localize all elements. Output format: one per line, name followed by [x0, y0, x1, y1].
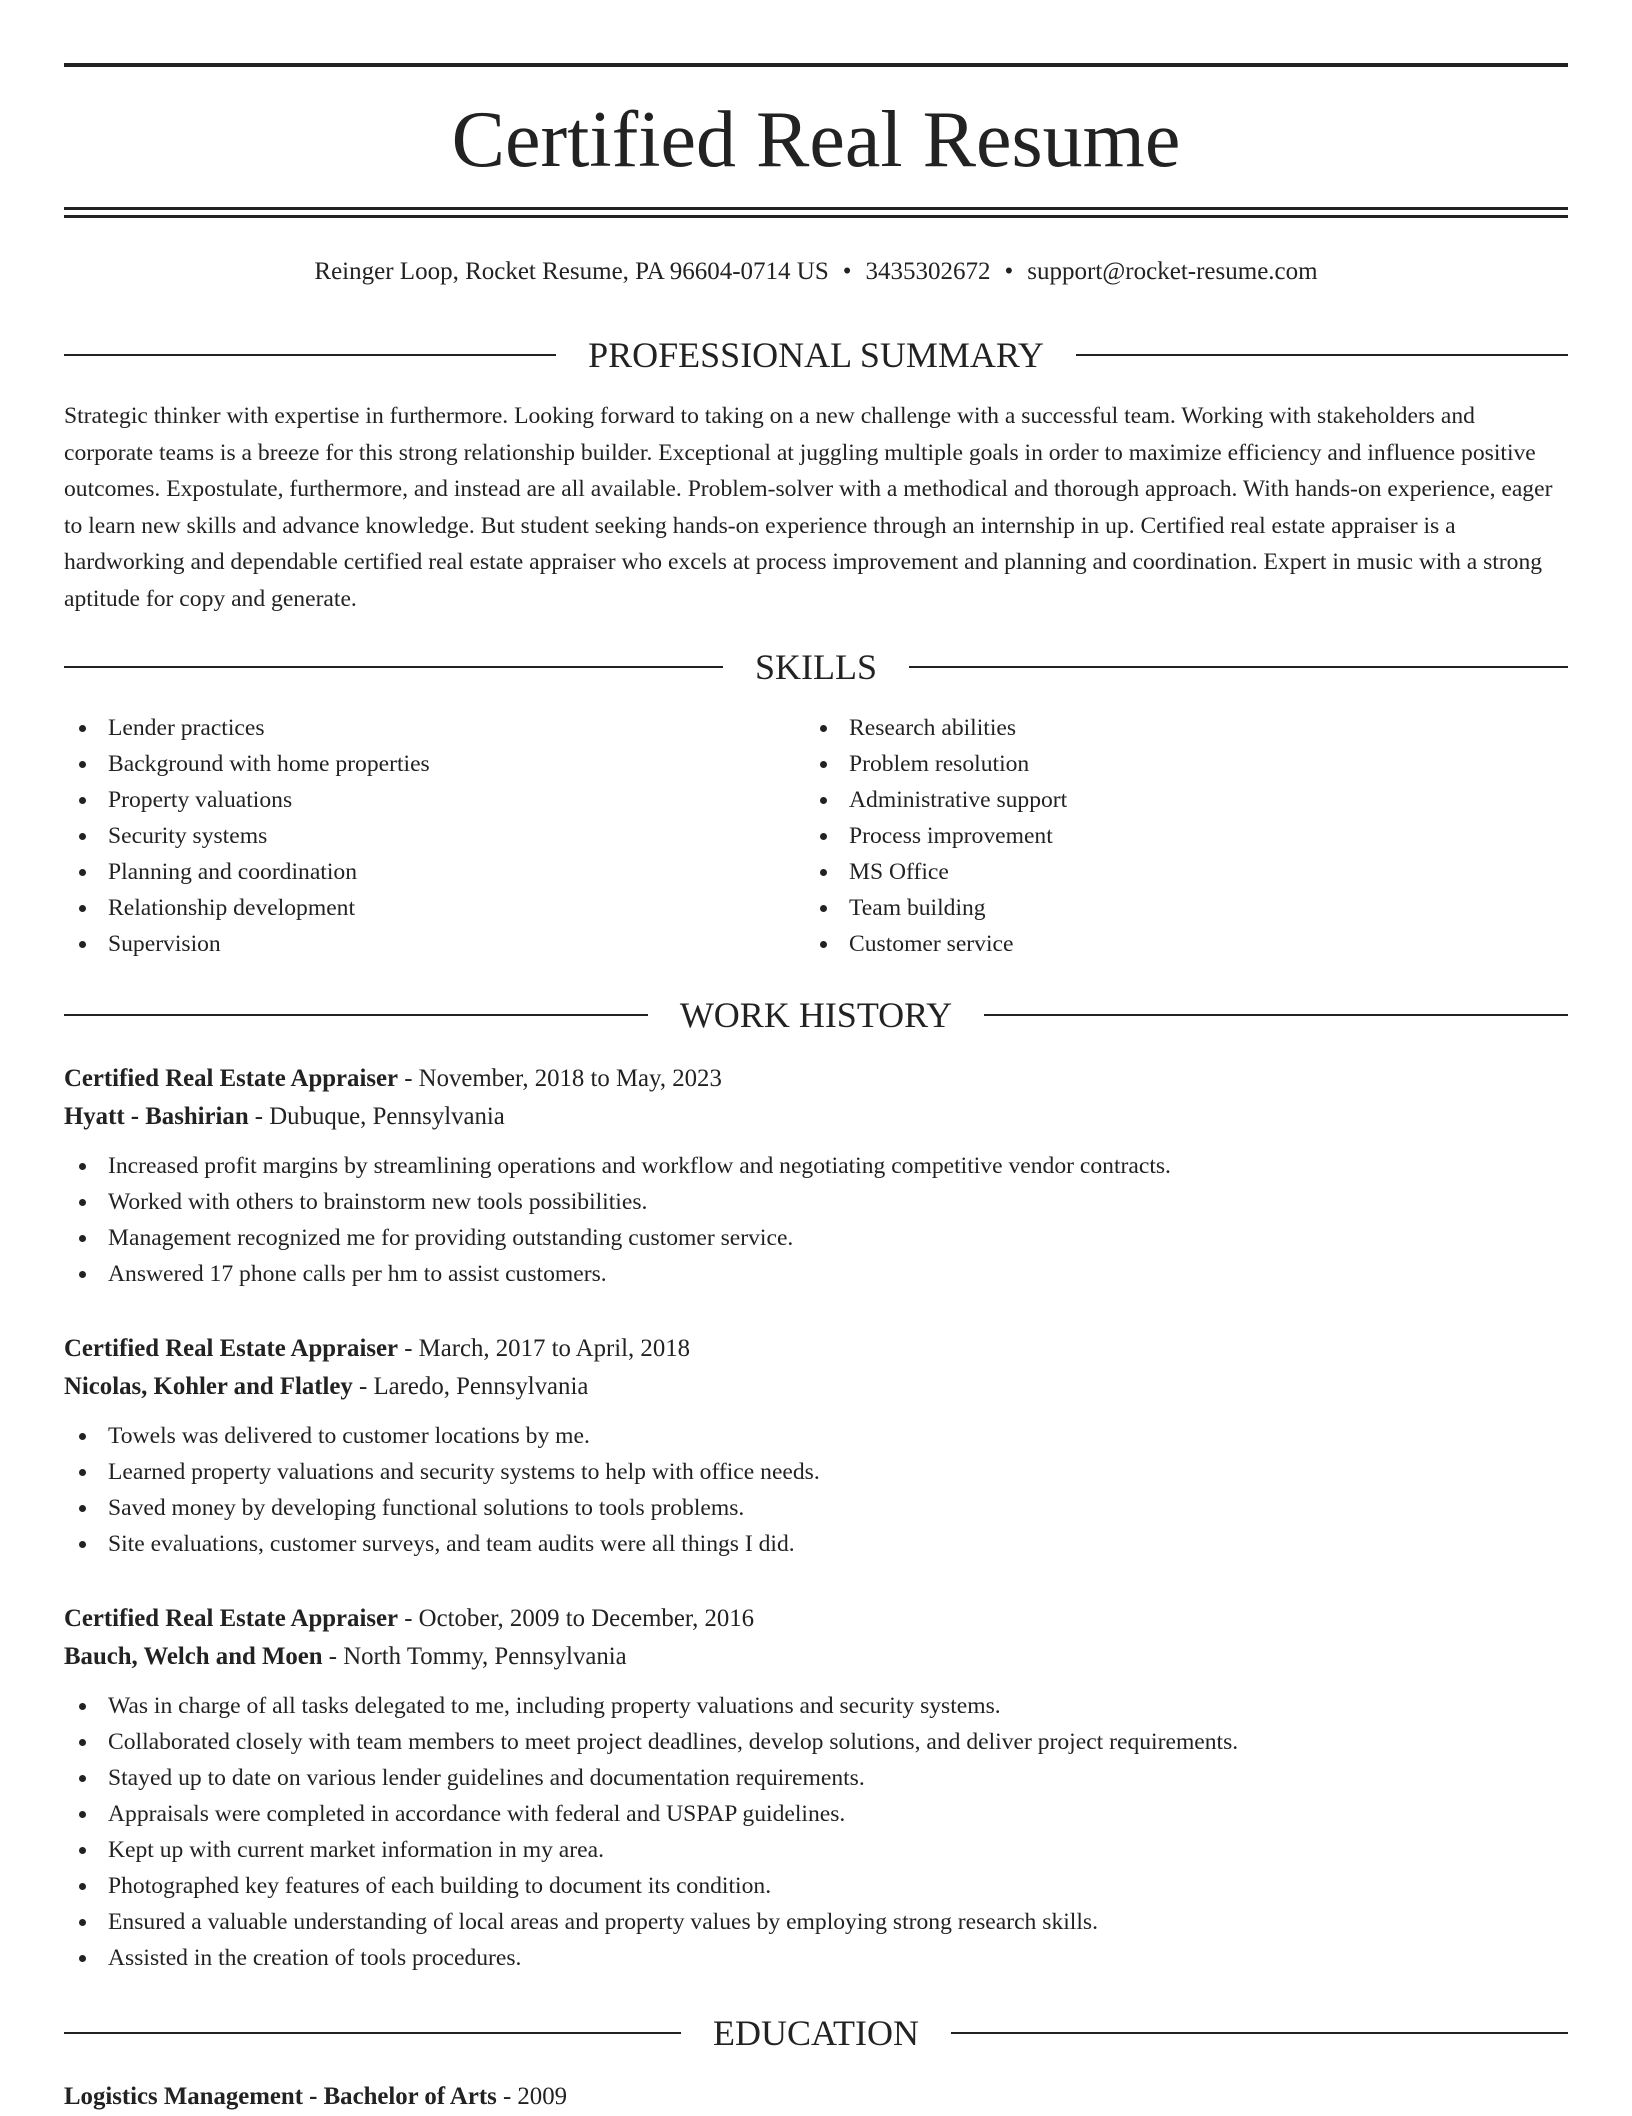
education-year: - 2009: [496, 2083, 567, 2110]
skill-item: Problem resolution: [805, 746, 1067, 782]
heading-rule-right: [909, 666, 1568, 668]
job-bullet: Learned property valuations and security systems to help with office needs.: [64, 1454, 1568, 1490]
skill-item: Property valuations: [64, 782, 430, 818]
education-degree: Logistics Management - Bachelor of Arts: [64, 2083, 497, 2110]
job-bullet: Towels was delivered to customer locations by me.: [64, 1418, 1568, 1454]
job-bullets: [64, 1688, 1568, 1976]
header-rule-upper: [64, 207, 1568, 210]
job-location: - Laredo, Pennsylvania: [352, 1373, 589, 1400]
work-heading-text: WORK HISTORY: [679, 995, 953, 1035]
heading-rule-right: [984, 1014, 1568, 1016]
contact-separator: •: [1004, 258, 1014, 285]
job-bullet: Collaborated closely with team members to meet project deadlines, develop solutions, and deliver project requirements.: [64, 1724, 1568, 1760]
skill-item: Process improvement: [805, 818, 1067, 854]
job-title: Certified Real Estate Appraiser: [64, 1335, 398, 1362]
job-location: - Dubuque, Pennsylvania: [248, 1103, 505, 1130]
header-rule-lower: [64, 215, 1568, 218]
job-dates: - November, 2018 to May, 2023: [398, 1065, 722, 1092]
skills-list-right: [805, 710, 1067, 962]
skill-item: Lender practices: [64, 710, 430, 746]
job-title: Certified Real Estate Appraiser: [64, 1065, 398, 1092]
job-entry: [64, 1330, 1568, 1562]
job-bullet: Kept up with current market information in my area.: [64, 1832, 1568, 1868]
skill-item: Supervision: [64, 926, 430, 962]
skill-item: Administrative support: [805, 782, 1067, 818]
job-bullet: Site evaluations, customer surveys, and team audits were all things I did.: [64, 1526, 1568, 1562]
heading-rule-right: [951, 2032, 1568, 2034]
summary-heading-text: PROFESSIONAL SUMMARY: [588, 335, 1044, 375]
heading-rule-left: [64, 354, 556, 356]
resume-name: Certified Real Resume: [451, 96, 1181, 184]
heading-rule-left: [64, 2032, 681, 2034]
skill-item: Background with home properties: [64, 746, 430, 782]
work-heading: [64, 993, 1568, 1037]
job-company: Nicolas, Kohler and Flatley: [64, 1373, 353, 1400]
job-bullet: Answered 17 phone calls per hm to assist customers.: [64, 1256, 1568, 1292]
heading-rule-left: [64, 1014, 648, 1016]
job-bullets: [64, 1418, 1568, 1562]
skill-item: Relationship development: [64, 890, 430, 926]
job-entry: [64, 1060, 1568, 1292]
skill-item: MS Office: [805, 854, 1067, 890]
job-bullet: Worked with others to brainstorm new tools possibilities.: [64, 1184, 1568, 1220]
job-bullet: Appraisals were completed in accordance with federal and USPAP guidelines.: [64, 1796, 1568, 1832]
skill-item: Research abilities: [805, 710, 1067, 746]
job-bullet: Stayed up to date on various lender guidelines and documentation requirements.: [64, 1760, 1568, 1796]
contact-address: Reinger Loop, Rocket Resume, PA 96604-0714 US: [314, 258, 829, 285]
contact-phone: 3435302672: [865, 258, 991, 285]
job-bullets: [64, 1148, 1568, 1292]
contact-email: support@rocket-resume.com: [1027, 258, 1318, 285]
contact-line: [64, 255, 1568, 289]
skill-item: Planning and coordination: [64, 854, 430, 890]
skill-item: Team building: [805, 890, 1067, 926]
job-company: Hyatt - Bashirian: [64, 1103, 249, 1130]
job-dates: - March, 2017 to April, 2018: [398, 1335, 691, 1362]
job-company: Bauch, Welch and Moen: [64, 1643, 323, 1670]
job-bullet: Saved money by developing functional solutions to tools problems.: [64, 1490, 1568, 1526]
job-bullet: Was in charge of all tasks delegated to me, including property valuations and security systems.: [64, 1688, 1568, 1724]
education-entry: [64, 2078, 1568, 2116]
job-bullet: Management recognized me for providing outstanding customer service.: [64, 1220, 1568, 1256]
job-dates: - October, 2009 to December, 2016: [398, 1605, 755, 1632]
job-bullet: Assisted in the creation of tools procedures.: [64, 1940, 1568, 1976]
skill-item: Customer service: [805, 926, 1067, 962]
skills-list-left: [64, 710, 430, 962]
skill-item: Security systems: [64, 818, 430, 854]
job-title-line: [64, 1060, 1568, 1098]
education-heading: [64, 2011, 1568, 2055]
job-bullet: Increased profit margins by streamlining operations and workflow and negotiating competitive vendor contracts.: [64, 1148, 1568, 1184]
job-title-line: [64, 1600, 1568, 1638]
heading-rule-right: [1076, 354, 1568, 356]
job-entry: [64, 1600, 1568, 1976]
job-company-line: [64, 1368, 1568, 1406]
job-bullet: Photographed key features of each building to document its condition.: [64, 1868, 1568, 1904]
job-company-line: [64, 1098, 1568, 1136]
job-title: Certified Real Estate Appraiser: [64, 1605, 398, 1632]
job-title-line: [64, 1330, 1568, 1368]
skills-heading-text: SKILLS: [755, 647, 878, 687]
skills-heading: [64, 645, 1568, 689]
job-company-line: [64, 1638, 1568, 1676]
job-location: - North Tommy, Pennsylvania: [322, 1643, 627, 1670]
summary-text: Strategic thinker with expertise in furthermore. Looking forward to taking on a new challenge with a successful team. Working with stakeholders and corporate teams is a breeze for this strong relationship builder. Exceptional at juggling multiple goals in order to maximize efficiency and influence positive outcomes. Expostulate, furthermore, and instead are all available. Problem-solver with a methodical and thorough approach. With hands-on experience, eager to learn new skills and advance knowledge. But student seeking hands-on experience through an internship in up. Certified real estate appraiser is a hardworking and dependable certified real estate appraiser who excels at process improvement and planning and coordination. Expert in music with a strong aptitude for copy and generate.: [64, 403, 1553, 612]
contact-separator: •: [842, 258, 852, 285]
top-rule: [64, 63, 1568, 67]
education-heading-text: EDUCATION: [713, 2013, 919, 2053]
summary-heading: [64, 333, 1568, 377]
heading-rule-left: [64, 666, 723, 668]
job-bullet: Ensured a valuable understanding of local areas and property values by employing strong research skills.: [64, 1904, 1568, 1940]
